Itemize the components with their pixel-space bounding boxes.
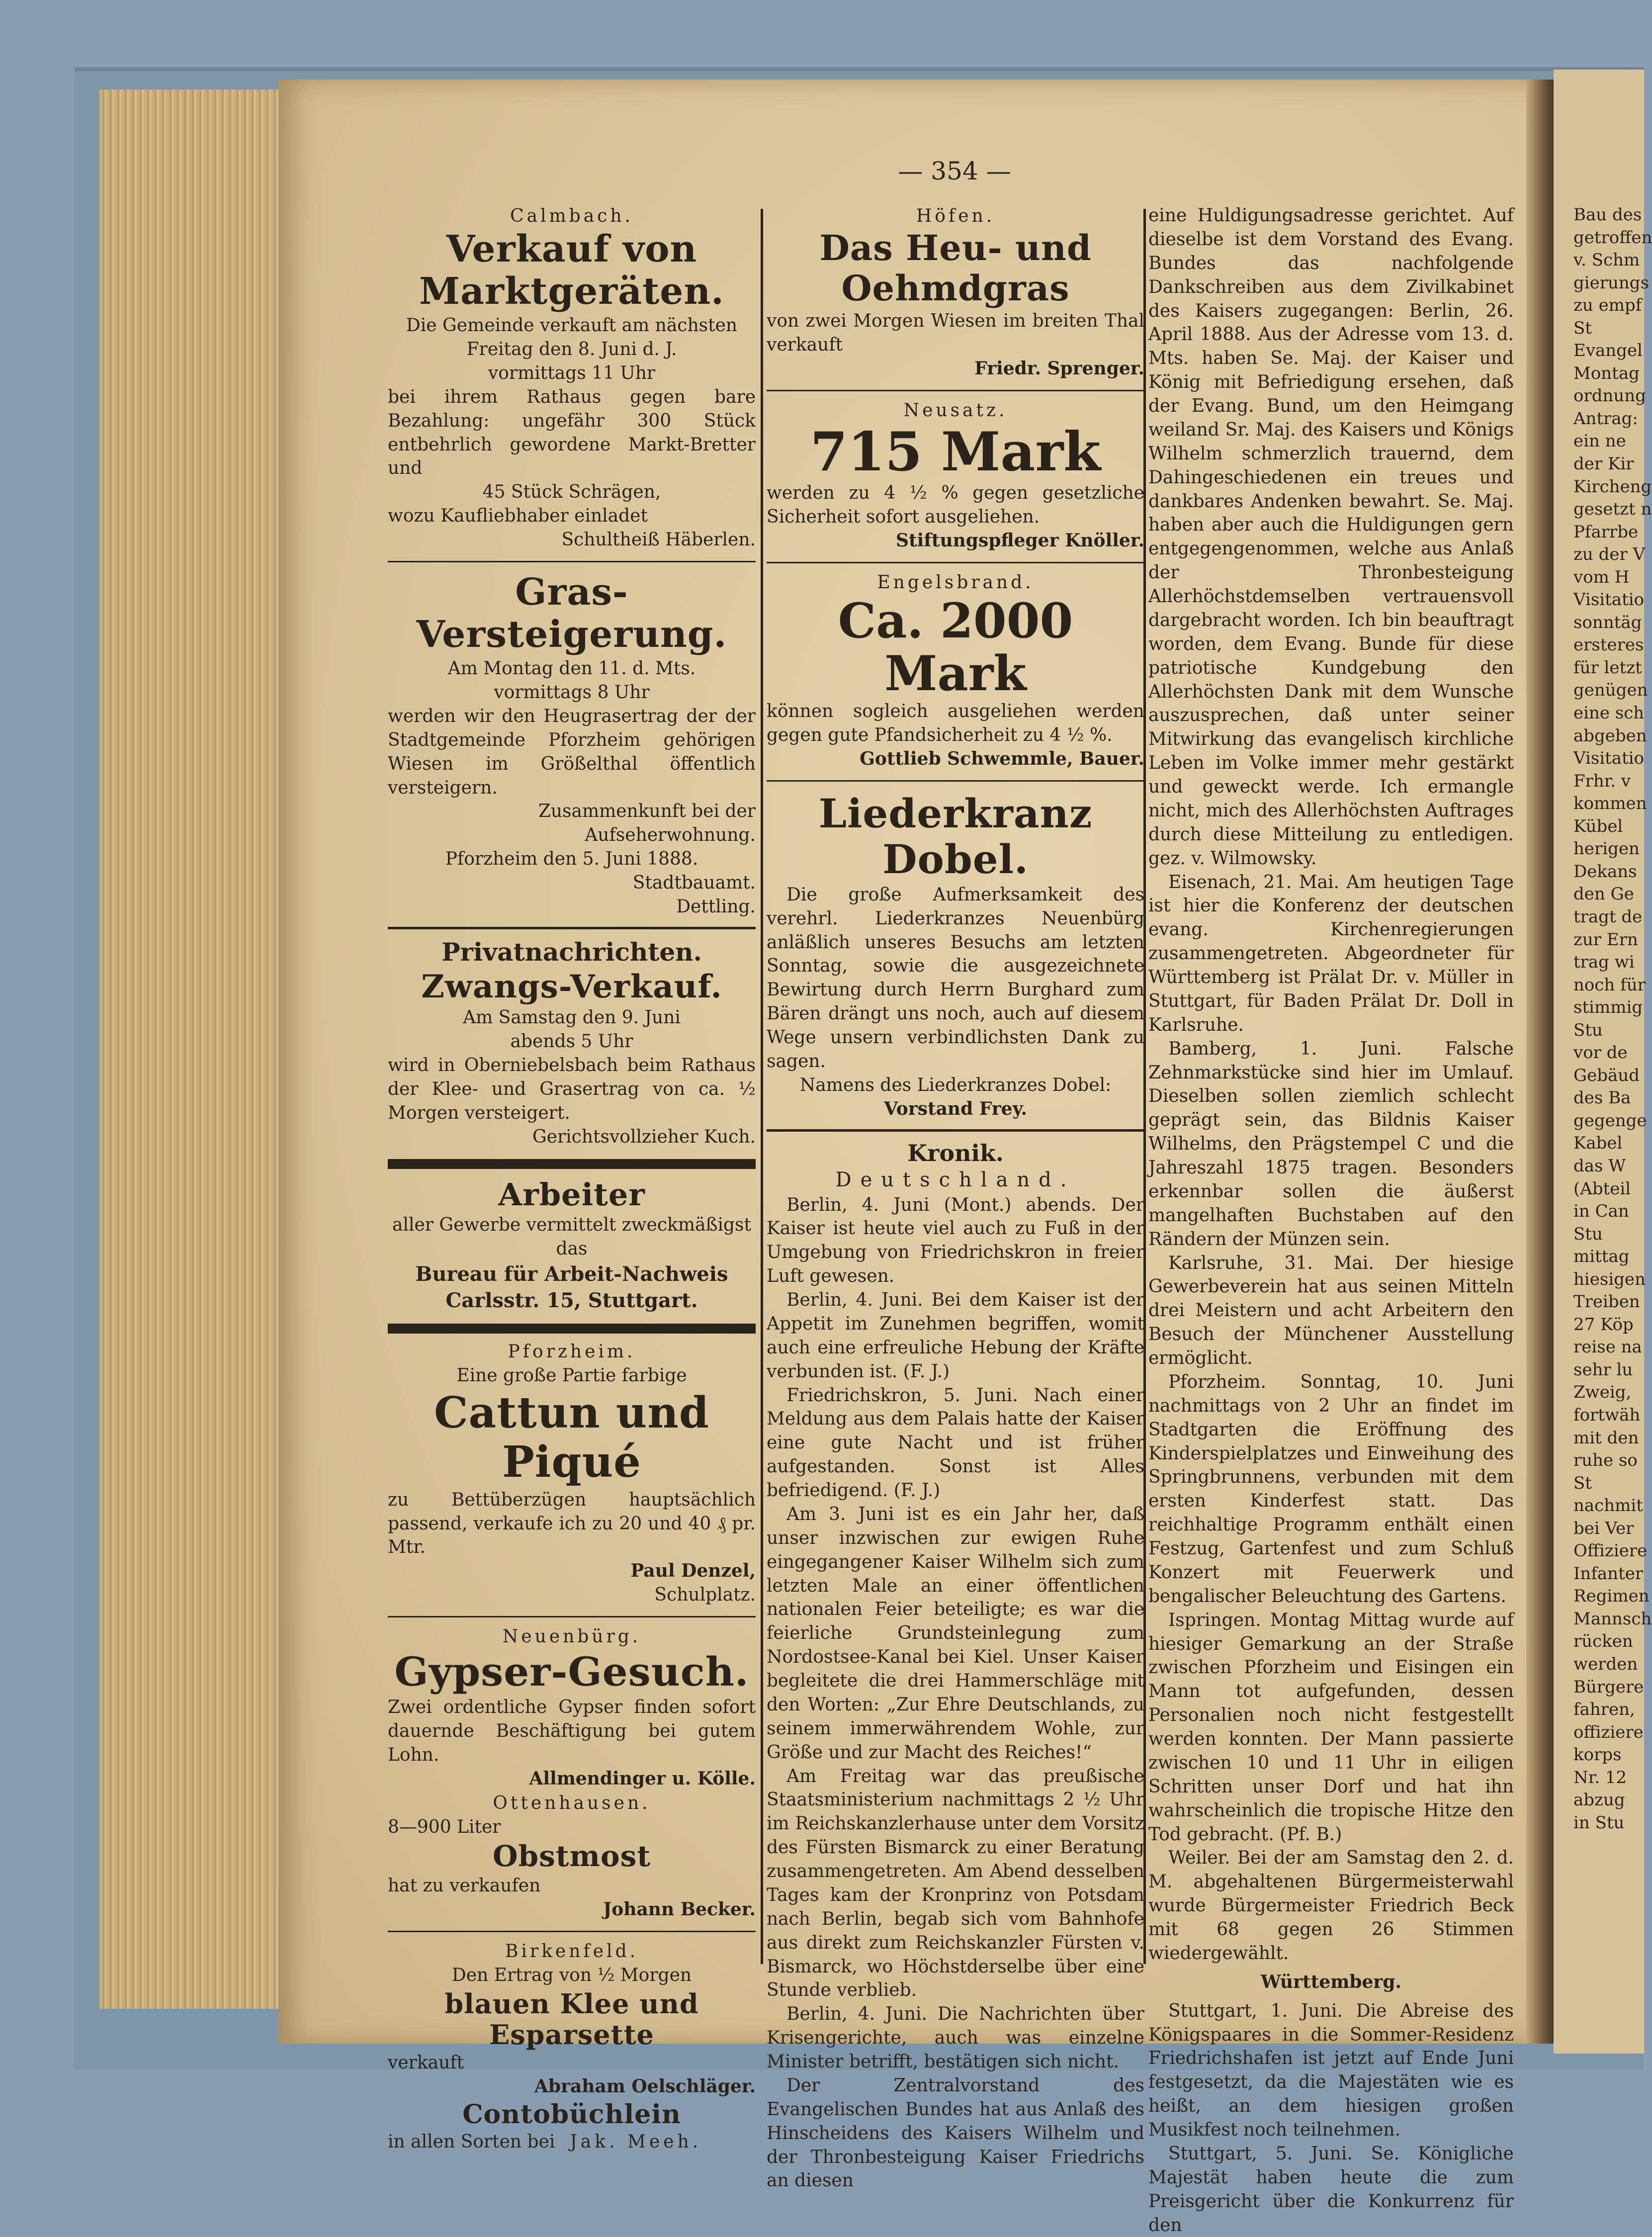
ad-title: Zwangs-Verkauf. — [421, 968, 722, 1005]
next-page-line: Bau des — [1573, 205, 1642, 225]
ad-signature: Allmendinger u. Kölle. — [529, 1768, 756, 1789]
divider — [388, 1931, 756, 1932]
news-item: Berlin, 4. Juni. Bei dem Kaiser ist der Appetit im Zunehmen begriffen, womit auch eine erfreuliche Hebung der Kräfte verbunden ist. (F. J.) — [767, 1290, 1144, 1382]
next-page-line: korps — [1573, 1745, 1622, 1765]
divider — [767, 562, 1144, 563]
next-page-line: in Can — [1573, 1201, 1629, 1222]
ad-title: Verkauf von Marktgeräten. — [419, 228, 724, 313]
ad-klee — [388, 1941, 756, 2099]
next-page-line: mittag — [1573, 1247, 1630, 1267]
ad-address: Schulplatz. — [654, 1585, 756, 1606]
ad-body: Die große Aufmerksamkeit des verehrl. Liederkranzes Neuenbürg anläßlich unseres Besuchs am letzten Sonntag, sowie die ausgezeichnete Bewirtung durch Herrn Burghard zum Bären drängt uns noch, auch auf diesem Wege unsern verbindlichsten Dank zu sagen. — [767, 884, 1144, 1072]
next-page-line: Pfarrbe — [1573, 522, 1639, 542]
news-item: Weiler. Bei der am Samstag den 2. d. M. abgehaltenen Bürgermeisterwahl wurde Bürgermeister Friedrich Beck mit 68 gegen 26 Stimmen wiedergewählt. — [1148, 1848, 1514, 1964]
next-page-fragment — [1554, 70, 1652, 2054]
next-page-line: zu der V — [1573, 544, 1646, 565]
next-page-line: Frhr. v — [1573, 771, 1631, 791]
ad-signature: Abraham Oelschläger. — [534, 2075, 756, 2097]
next-page-line: tragt de — [1573, 906, 1643, 927]
divider — [388, 927, 756, 929]
ad-title: 715 Mark — [810, 420, 1101, 483]
ad-line: Eine große Partie farbige — [456, 1365, 687, 1386]
ad-gypser — [388, 1626, 756, 1791]
ad-signature: Dettling. — [676, 896, 756, 917]
ad-line: bei ihrem Rathaus gegen bare Bezahlung: ungefähr 300 Stück entbehrlich gewordene Markt-Bretter und — [388, 386, 756, 479]
next-page-line: Offiziere — [1573, 1541, 1648, 1561]
ad-title: Arbeiter — [498, 1176, 645, 1213]
ad-calmbach — [388, 206, 756, 552]
column-rule-1 — [761, 209, 763, 1964]
next-page-line: genügen — [1573, 680, 1648, 701]
next-page-line: sonntäg — [1573, 612, 1642, 632]
next-page-line: zur Ern — [1573, 929, 1638, 950]
column-2 — [767, 204, 1144, 2193]
next-page-line: offiziere — [1573, 1722, 1644, 1742]
ad-body: hat zu verkaufen — [388, 1876, 541, 1896]
ad-signature: Gerichtsvollzieher Kuch. — [532, 1126, 756, 1147]
next-page-line: Stu — [1573, 1020, 1603, 1040]
news-item: Friedrichskron, 5. Juni. Nach einer Meldung aus dem Palais hatte der Kaiser eine gute Nacht und ist früher aufgestanden. Sonst ist Alles befriedigend. (F. J.) — [767, 1385, 1144, 1501]
news-item: eine Huldigungsadresse gerichtet. Auf dieselbe ist dem Vorstand des Evang. Bundes das nachfolgende Dankschreiben aus dem Zivilkabinet des Kaisers zugegangen: Berlin, 26. April 1888. Aus der Adresse vom 13. d. Mts. haben Se. Maj. der Kaiser und König mit Befriedigung ersehen, daß der Evang. Bund, um den Heimgang weiland Sr. Maj. des Kaisers und Königs Wilhelm schmerzlich trauernd, dem Dahingeschiedenen ein treues und dankbares Andenken bewahrt. Se. Maj. haben aber auch die Huldigungen gern entgegengenommen, welche aus Anlaß der Thronbesteigung Allerhöchstdemselben vertrauensvoll dargebracht worden. Ich bin beauftragt worden, dem Evang. Bunde für diese patriotische Kundgebung den Allerhöchsten Dank mit dem Wunsche auszusprechen, daß unter seiner Mitwirkung das evangelisch kirchliche Leben im Volke immer mehr gestärkt und geweckt werde. Ich ermangle nicht, mich des Allerhöchsten Auftrages durch diese Mitteilung zu entledigen. gez. v. Wilmowsky. — [1148, 205, 1514, 869]
news-item: Pforzheim. Sonntag, 10. Juni nachmittags von 2 Uhr an findet im Stadtgarten die Eröffnung des Kinderspielplatzes und Einweihung des Springbrunnens, verbunden mit dem ersten Kinderfest statt. Das reichhaltige Programm enthält einen Festzug, Gartenfest und zum Schluß Konzert mit Feuerwerk und bengalischer Beleuchtung des Gartens. — [1148, 1371, 1514, 1607]
ad-body: zu Bettüberzügen hauptsächlich passend, verkaufe ich zu 20 und 40 ₰ pr. Mtr. — [388, 1489, 756, 1558]
ad-line: abends 5 Uhr — [510, 1031, 633, 1052]
ad-body: Zwei ordentliche Gypser finden sofort dauernde Beschäftigung bei gutem Lohn. — [388, 1697, 756, 1765]
next-page-line: Zweig, — [1573, 1382, 1632, 1403]
ad-signature: Schultheiß Häberlen. — [561, 530, 756, 550]
ad-zwang — [388, 969, 756, 1149]
next-page-line: reise na — [1573, 1337, 1642, 1357]
ad-title: Liederkranz Dobel. — [818, 790, 1093, 883]
next-page-line: abzug — [1573, 1790, 1625, 1810]
news-item: Berlin, 4. Juni. Die Nachrichten über Krisengerichte, auch was einzelne Minister betrifft, bestätigen sich nicht. — [767, 2004, 1144, 2072]
page-edges — [99, 89, 288, 2009]
ad-line: Carlsstr. 15, Stuttgart. — [445, 1288, 698, 1312]
next-page-line: gierungs — [1573, 272, 1650, 293]
ad-place: Höfen. — [916, 206, 995, 226]
news-item: Stuttgart, 5. Juni. Se. Königliche Majestät haben heute die zum Preisgericht über die Konkurrenz für den — [1148, 2143, 1514, 2236]
ad-line: Am Samstag den 9. Juni — [463, 1007, 681, 1028]
ad-arbeiter — [388, 1177, 756, 1314]
next-page-line: zu empf — [1573, 295, 1642, 316]
section-heading: Privatnachrichten. — [441, 937, 702, 967]
next-page-line: den Ge — [1573, 884, 1634, 904]
next-page-line: vor de — [1573, 1043, 1628, 1063]
news-item: Ispringen. Montag Mittag wurde auf hiesiger Gemarkung an der Straße zwischen Pforzheim und Eisingen ein Mann tot aufgefunden, dessen Personalien noch nicht festgestellt werden konnten. Der Mann passierte zwischen 10 und 11 Uhr in eiligen Schritten unser Dorf und hat ihn wahrscheinlich die tropische Hitze den Tod gebracht. (Pf. B.) — [1148, 1610, 1514, 1845]
news-item: Stuttgart, 1. Juni. Die Abreise des Königspaares in die Sommer-Residenz Friedrichshafen ist jetzt auf Ende Juni festgesetzt, da die Majestäten wie es heißt, an dem hiesigen großen Musikfest noch teilnehmen. — [1148, 2000, 1514, 2140]
ad-title: blauen Klee und Esparsette — [444, 1987, 699, 2051]
ad-line: vormittags 11 Uhr — [488, 362, 656, 383]
ad-line: Zusammenkunft bei der Aufseherwohnung. — [538, 801, 756, 846]
next-page-line: bei Ver — [1573, 1518, 1634, 1538]
ad-signature: Johann Becker. — [603, 1898, 756, 1920]
ad-signature: Paul Denzel, — [630, 1560, 756, 1582]
ad-date: Pforzheim den 5. Juni 1888. — [445, 849, 698, 870]
news-item: Karlsruhe, 31. Mai. Der hiesige Gewerbeverein hat aus seinen Mitteln drei Meistern und acht Arbeitern den Besuch der Münchener Ausstellung ermöglicht. — [1148, 1253, 1514, 1368]
ad-body: werden wir den Heugrasertrag der der Stadtgemeinde Pforzheim gehörigen Wiesen im Größelthal öffentlich versteigern. — [388, 706, 756, 798]
ad-body: von zwei Morgen Wiesen im breiten Thal verkauft — [767, 311, 1144, 355]
ad-place: Neusatz. — [903, 400, 1008, 421]
section-kronik — [767, 1140, 1144, 1191]
ad-office: Stadtbauamt. — [632, 873, 756, 893]
ad-engelsbrand — [767, 572, 1144, 771]
ad-body: werden zu 4 ½ % gegen gesetzliche Sicherheit sofort ausgeliehen. — [767, 483, 1144, 528]
ad-obstmost — [388, 1793, 756, 1922]
next-page-line: eine sch — [1573, 703, 1645, 723]
ad-body: verkauft — [388, 2052, 464, 2073]
next-page-line: Antrag: — [1573, 408, 1638, 429]
ad-place: Birkenfeld. — [505, 1941, 639, 1962]
news-item: Der Zentralvorstand des Evangelischen Bundes hat aus Anlaß des Hinscheidens des Kaisers Wilhelm und der Thronbesteigung Kaiser Friedrichs an diesen — [767, 2075, 1144, 2191]
next-page-line: ein ne — [1573, 431, 1626, 451]
next-page-line: vom H — [1573, 567, 1630, 587]
divider — [767, 1129, 1144, 1132]
ad-conto — [388, 2100, 756, 2154]
ad-signature: Stiftungspfleger Knöller. — [896, 530, 1144, 551]
next-page-line: fahren, — [1573, 1700, 1635, 1720]
column-1 — [388, 204, 756, 2154]
next-page-line: hiesigen — [1573, 1269, 1646, 1289]
section-heading: Kronik. — [907, 1139, 1004, 1166]
next-page-line: ordnung — [1573, 386, 1646, 406]
next-page-line: Visitatio — [1573, 590, 1645, 610]
next-page-line: noch für — [1573, 975, 1646, 995]
next-page-line: sehr lu — [1573, 1359, 1633, 1380]
ad-body: können sogleich ausgeliehen werden gegen gute Pfandsicherheit zu 4 ½ %. — [767, 701, 1144, 746]
ad-line: Freitag den 8. Juni d. J. — [466, 339, 677, 360]
ad-title: Obstmost — [492, 1839, 651, 1874]
next-page-line: herigen — [1573, 839, 1640, 859]
ad-line: Am Montag den 11. d. Mts. — [447, 658, 696, 679]
section-privat — [388, 937, 756, 967]
section-subheading: Deutschland. — [835, 1168, 1076, 1191]
next-page-line: Regimen — [1573, 1586, 1650, 1607]
ad-line: 45 Stück Schrägen, — [482, 482, 661, 503]
next-page-line: nachmit — [1573, 1496, 1643, 1516]
next-page-line: für letzt — [1573, 657, 1642, 678]
divider — [767, 780, 1144, 782]
ad-line: Den Ertrag von ½ Morgen — [451, 1965, 692, 1985]
next-page-line: Kübel — [1573, 816, 1623, 836]
next-page-line: v. Schm — [1573, 250, 1640, 270]
divider-heavy — [388, 1159, 756, 1169]
ad-line: wozu Kaufliebhaber einladet — [388, 506, 648, 527]
ad-place: Calmbach. — [510, 206, 633, 226]
ad-hoefen — [767, 206, 1144, 381]
ad-line: 8—900 Liter — [388, 1816, 501, 1837]
ad-liederkranz — [767, 791, 1144, 1121]
next-page-line: der Kir — [1573, 454, 1634, 474]
next-page-line: in Stu — [1573, 1812, 1625, 1833]
ad-gras — [388, 571, 756, 919]
ad-title: Contobüchlein — [462, 2099, 681, 2130]
next-page-line: Gebäud — [1573, 1065, 1640, 1085]
next-page-line: ruhe so — [1573, 1450, 1638, 1471]
ad-cattun — [388, 1342, 756, 1607]
next-page-line: Bürgere — [1573, 1677, 1644, 1697]
page-number: — 354 — — [898, 157, 1011, 185]
news-item: Am 3. Juni ist es ein Jahr her, daß unser inzwischen zur ewigen Ruhe eingegangener Kaiser Wilhelm sich zum letzten Male an einer öffentlichen nationalen Feier beteiligte; es war die feierliche Grundsteinlegung zum Nordostsee-Kanal bei Kiel. Unser Kaiser begleitete die drei Hammerschläge mit den Worten: „Zur Ehre Deutschlands, zu seinem immerwährendem Wohle, zur Größe und zur Macht des Reiches!“ — [767, 1504, 1144, 1763]
next-page-line: (Abteil — [1573, 1178, 1631, 1199]
next-page-line: Stu — [1573, 1224, 1603, 1244]
next-page-line: Treiben — [1573, 1292, 1640, 1312]
next-page-line: Nr. 12 — [1573, 1767, 1627, 1788]
ad-title: Das Heu- und Oehmdgras — [819, 227, 1092, 309]
next-page-line: stimmig — [1573, 997, 1643, 1018]
ad-title: Cattun und Piqué — [434, 1387, 709, 1487]
next-page-line: St — [1573, 1473, 1592, 1493]
next-page-line: Kabel — [1573, 1133, 1623, 1154]
ad-place: Ottenhausen. — [493, 1792, 651, 1813]
ad-signature: Namens des Liederkranzes Dobel: — [799, 1074, 1112, 1095]
next-page-line: getroffen — [1573, 227, 1652, 248]
ad-body: in allen Sorten bei — [388, 2132, 555, 2152]
next-page-line: gesetzt n — [1573, 499, 1652, 520]
ad-signature: Friedr. Sprenger. — [974, 358, 1144, 379]
column-3 — [1148, 204, 1514, 2237]
ad-place: Engelsbrand. — [877, 572, 1034, 593]
next-page-line: trag wi — [1573, 952, 1635, 973]
next-page-line: Kircheng — [1573, 476, 1652, 497]
ad-signature: Jak. Meeh. — [570, 2132, 702, 2152]
divider — [767, 390, 1144, 391]
next-page-line: werden — [1573, 1654, 1638, 1674]
next-page-text — [1554, 70, 1652, 1834]
next-page-line: abgeben — [1573, 725, 1647, 746]
divider — [388, 561, 756, 562]
next-page-line: Dekans — [1573, 861, 1637, 882]
divider-heavy — [388, 1324, 756, 1334]
next-page-line: mit den — [1573, 1428, 1639, 1448]
ad-place: Neuenbürg. — [502, 1626, 641, 1647]
next-page-line: Mannsch — [1573, 1609, 1652, 1629]
news-item: Berlin, 4. Juni (Mont.) abends. Der Kaiser ist heute viel auch zu Fuß in der Umgebung von Friedrichskron in freier Luft gewesen. — [767, 1194, 1144, 1287]
ad-title: Gypser-Gesuch. — [394, 1648, 749, 1696]
ad-line: vormittags 8 Uhr — [494, 682, 650, 703]
next-page-line: kommen — [1573, 794, 1647, 814]
news-item: Bamberg, 1. Juni. Falsche Zehnmarkstücke sind hier im Umlauf. Dieselben sollen ziemlich schlecht geprägt sein, das Bildnis Kaiser Wilhelms, den Prägstempel C und die Jahreszahl 1875 tragen. Besonders erkennbar sollen die äußerst mangelhaften Buchstaben auf den Rändern der Münzen sein. — [1148, 1038, 1514, 1250]
next-page-line: des Ba — [1573, 1088, 1631, 1108]
section-subheading: Württemberg. — [1260, 1971, 1402, 1992]
next-page-line: gegenge — [1573, 1110, 1647, 1131]
next-page-line: St — [1573, 318, 1592, 338]
ad-line: Bureau für Arbeit-Nachweis — [415, 1262, 728, 1286]
next-page-line: ersteres — [1573, 635, 1644, 655]
ad-signature: Gottlieb Schwemmle, Bauer. — [860, 748, 1144, 769]
next-page-line: 27 Köp — [1573, 1314, 1634, 1335]
next-page-line: Evangel — [1573, 341, 1643, 361]
divider — [388, 1616, 756, 1617]
next-page-line: Montag — [1573, 363, 1640, 383]
next-page-line: fortwäh — [1573, 1405, 1641, 1425]
news-item: Eisenach, 21. Mai. Am heutigen Tage ist hier die Konferenz der deutschen evang. Kirchenregierungen zusammengetreten. Abgeordneter für Württemberg ist Prälat Dr. v. Müller in Stuttgart, für Baden Prälat Dr. Doll in Karlsruhe. — [1148, 872, 1514, 1035]
ad-title: Gras-Versteigerung. — [416, 570, 727, 656]
next-page-line: rücken — [1573, 1631, 1633, 1652]
next-page-line: Visitatio — [1573, 748, 1645, 769]
next-page-line: das W — [1573, 1156, 1626, 1176]
ad-body: wird in Oberniebelsbach beim Rathaus der Klee- und Grasertrag von ca. ½ Morgen versteigert. — [388, 1055, 756, 1123]
next-page-line: Infanter — [1573, 1563, 1644, 1584]
ad-neusatz — [767, 400, 1144, 553]
ad-signature: Vorstand Frey. — [884, 1098, 1027, 1119]
news-item: Am Freitag war das preußische Staatsministerium nachmittags 2 ½ Uhr im Reichskanzlerhause unter dem Vorsitz des Fürsten Bismarck zu einer Beratung zusammengetreten. Am Abend desselben Tages kam der Kronprinz von Potsdam nach Berlin, begab sich vom Bahnhofe aus direkt zum Reichskanzler Fürsten v. Bismarck, wo Höchstderselbe über eine Stunde verblieb. — [767, 1766, 1144, 2001]
ad-line: Die Gemeinde verkauft am nächsten — [406, 315, 738, 336]
ad-line: aller Gewerbe vermittelt zweckmäßigst das — [392, 1214, 751, 1259]
ad-title: Ca. 2000 Mark — [838, 593, 1073, 702]
ad-place: Pforzheim. — [508, 1342, 636, 1362]
